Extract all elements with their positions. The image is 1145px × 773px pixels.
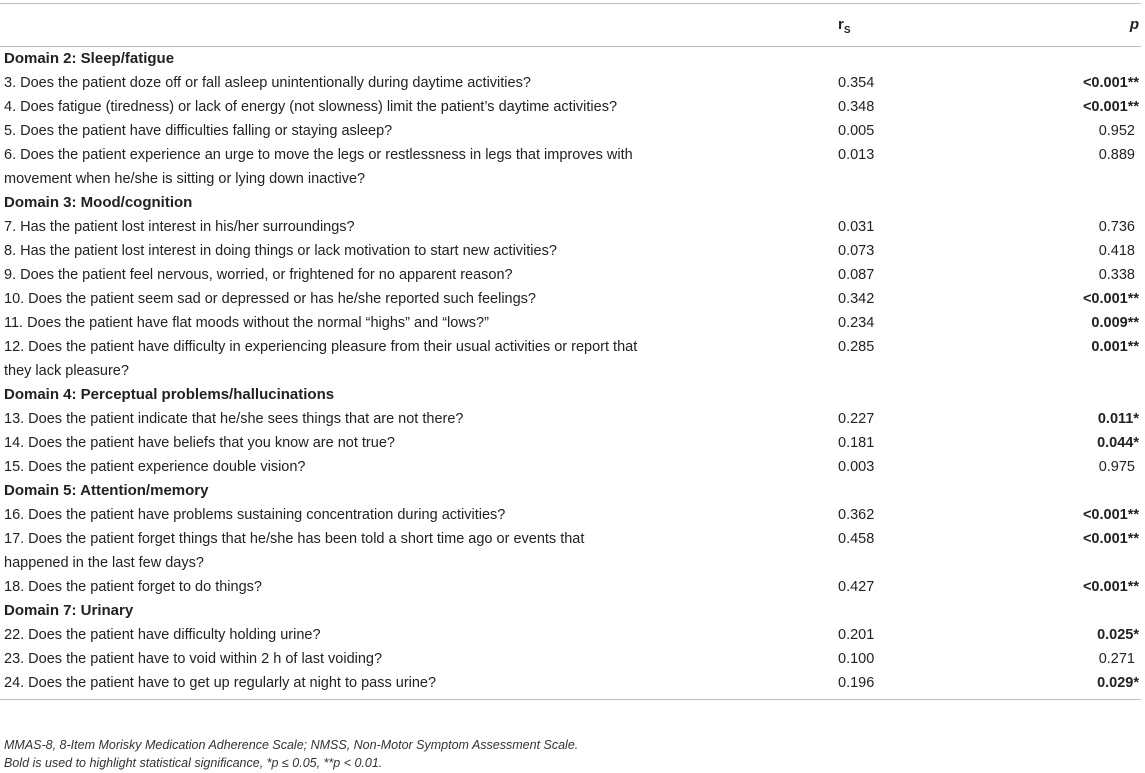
item-p-value: 0.011*	[1097, 411, 1139, 427]
item-question: 15. Does the patient experience double vision?	[4, 459, 306, 475]
table-row	[0, 239, 1141, 263]
item-p-value: <0.001**	[1082, 75, 1139, 91]
item-question: 18. Does the patient forget to do things?	[4, 579, 262, 595]
item-p-value: 0.952	[1098, 123, 1135, 139]
table-row	[0, 527, 1141, 575]
item-rs-value: 0.031	[838, 219, 875, 235]
table-row	[0, 119, 1141, 143]
item-rs-value: 0.342	[838, 291, 875, 307]
domain-title: Domain 4: Perceptual problems/hallucinations	[4, 386, 335, 403]
domain-title: Domain 3: Mood/cognition	[4, 194, 193, 211]
item-rs-value: 0.234	[838, 315, 875, 331]
domain-heading	[0, 47, 1141, 71]
item-p-value: 0.001**	[1091, 339, 1139, 355]
table-bottom-rule	[0, 699, 1141, 700]
item-question: 6. Does the patient experience an urge to move the legs or restlessness in legs that improves with movement when he/she is sitting or lying down inactive?	[4, 147, 633, 187]
table-row	[0, 671, 1141, 695]
item-p-value: <0.001**	[1082, 507, 1139, 523]
item-p-value: 0.889	[1098, 147, 1135, 163]
domain-title: Domain 7: Urinary	[4, 602, 134, 619]
footnote-significance: Bold is used to highlight statistical significance, *p ≤ 0.05, **p < 0.01.	[4, 756, 383, 770]
item-rs-value: 0.005	[838, 123, 875, 139]
table-row	[0, 263, 1141, 287]
item-question: 17. Does the patient forget things that he/she has been told a short time ago or events that happened in the last few days?	[4, 531, 585, 571]
table-footnotes	[4, 736, 578, 772]
item-p-value: 0.044*	[1097, 435, 1139, 451]
item-rs-value: 0.073	[838, 243, 875, 259]
table-row	[0, 575, 1141, 599]
table-row	[0, 455, 1141, 479]
domain-title: Domain 5: Attention/memory	[4, 482, 209, 499]
item-rs-value: 0.427	[838, 579, 875, 595]
item-rs-value: 0.100	[838, 651, 875, 667]
header-rs: $r_S$	[838, 16, 851, 36]
item-p-value: 0.418	[1098, 243, 1135, 259]
item-p-value: 0.975	[1098, 459, 1135, 475]
item-rs-value: 0.013	[838, 147, 875, 163]
item-p-value: <0.001**	[1082, 99, 1139, 115]
item-rs-value: 0.458	[838, 531, 875, 547]
table-row	[0, 311, 1141, 335]
item-p-value: 0.271	[1098, 651, 1135, 667]
domain-heading	[0, 599, 1141, 623]
domain-heading	[0, 383, 1141, 407]
item-rs-value: 0.362	[838, 507, 875, 523]
table-row	[0, 71, 1141, 95]
table-row	[0, 215, 1141, 239]
item-rs-value: 0.196	[838, 675, 875, 691]
table-body	[0, 47, 1141, 695]
table-header	[0, 4, 1141, 47]
header-p: p	[1129, 16, 1139, 33]
item-p-value: 0.025*	[1097, 627, 1139, 643]
item-p-value: <0.001**	[1082, 579, 1139, 595]
domain-title: Domain 2: Sleep/fatigue	[4, 50, 175, 67]
item-question: 10. Does the patient seem sad or depressed or has he/she reported such feelings?	[4, 291, 536, 307]
item-rs-value: 0.087	[838, 267, 875, 283]
table-row	[0, 95, 1141, 119]
table-row	[0, 407, 1141, 431]
table-row	[0, 503, 1141, 527]
item-question: 13. Does the patient indicate that he/she sees things that are not there?	[4, 411, 464, 427]
item-rs-value: 0.201	[838, 627, 875, 643]
item-question: 16. Does the patient have problems sustaining concentration during activities?	[4, 507, 506, 523]
table-row	[0, 335, 1141, 383]
item-question: 3. Does the patient doze off or fall asleep unintentionally during daytime activities?	[4, 75, 531, 91]
item-question: 12. Does the patient have difficulty in experiencing pleasure from their usual activities or report that they lack pleasure?	[4, 339, 638, 379]
table-row	[0, 623, 1141, 647]
table-row	[0, 287, 1141, 311]
item-question: 4. Does fatigue (tiredness) or lack of energy (not slowness) limit the patient’s daytime activities?	[4, 99, 618, 115]
item-rs-value: 0.227	[838, 411, 875, 427]
item-question: 11. Does the patient have flat moods without the normal “highs” and “lows?”	[4, 315, 489, 331]
item-p-value: <0.001**	[1082, 531, 1139, 547]
item-question: 23. Does the patient have to void within 2 h of last voiding?	[4, 651, 383, 667]
item-rs-value: 0.354	[838, 75, 875, 91]
item-question: 24. Does the patient have to get up regularly at night to pass urine?	[4, 675, 437, 691]
table-row	[0, 647, 1141, 671]
item-p-value: 0.736	[1098, 219, 1135, 235]
item-rs-value: 0.285	[838, 339, 875, 355]
correlation-table	[0, 3, 1141, 700]
domain-heading	[0, 479, 1141, 503]
table-row	[0, 143, 1141, 191]
item-rs-value: 0.348	[838, 99, 875, 115]
item-question: 5. Does the patient have difficulties falling or staying asleep?	[4, 123, 393, 139]
item-question: 9. Does the patient feel nervous, worried, or frightened for no apparent reason?	[4, 267, 513, 283]
item-p-value: 0.029*	[1097, 675, 1139, 691]
table-row	[0, 431, 1141, 455]
item-rs-value: 0.181	[838, 435, 875, 451]
item-p-value: <0.001**	[1082, 291, 1139, 307]
item-rs-value: 0.003	[838, 459, 875, 475]
item-question: 8. Has the patient lost interest in doing things or lack motivation to start new activities?	[4, 243, 557, 259]
domain-heading	[0, 191, 1141, 215]
item-p-value: 0.009**	[1091, 315, 1139, 331]
footnote-abbreviations: MMAS-8, 8-Item Morisky Medication Adherence Scale; NMSS, Non-Motor Symptom Assessment Scale.	[4, 738, 579, 752]
item-p-value: 0.338	[1098, 267, 1135, 283]
item-question: 22. Does the patient have difficulty holding urine?	[4, 627, 321, 643]
item-question: 7. Has the patient lost interest in his/her surroundings?	[4, 219, 355, 235]
item-question: 14. Does the patient have beliefs that you know are not true?	[4, 435, 395, 451]
